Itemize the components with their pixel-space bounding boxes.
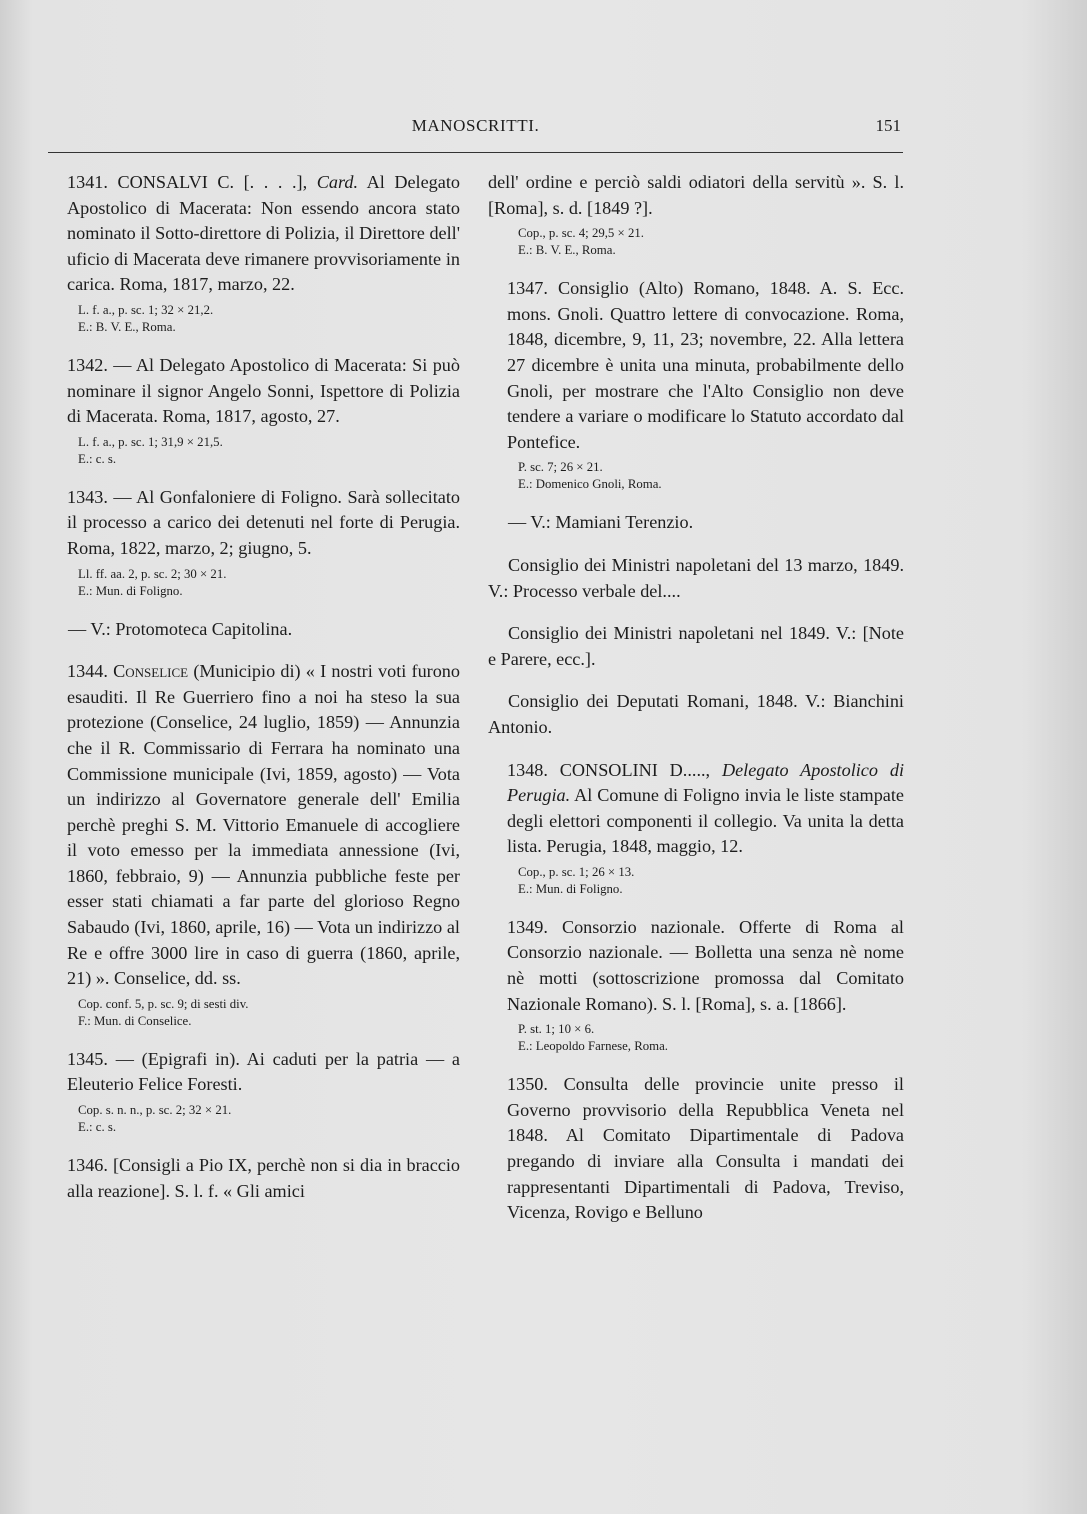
meta-owner: F.: Mun. di Conselice. [78, 1013, 192, 1028]
meta-owner: E.: Leopoldo Farnese, Roma. [518, 1039, 668, 1054]
entry-meta [48, 434, 460, 468]
entry-text: 1350. Consulta delle provincie unite presso il Governo provvisorio della Repubblica Veneta nel 1848. Al Comitato Dipartimentale di Padova pregando di inviare alla Consulta i mandati dei rappresentanti Dipartimentali di Padova, Treviso, Vicenza, Rovigo e Belluno [507, 1074, 904, 1223]
entry-1342 [48, 353, 460, 468]
entry-1348 [488, 758, 904, 898]
entry-1341 [48, 170, 460, 336]
meta-owner: E.: Mun. di Foligno. [78, 583, 183, 598]
meta-format: P. sc. 7; 26 × 21. [518, 460, 603, 475]
entry-text: 1342. — Al Delegato Apostolico di Macerata: Si può nominare il signor Angelo Sonni, Ispettore di Polizia di Macerata. Roma, 1817, agosto, 27. [67, 354, 460, 427]
entry-meta [488, 864, 904, 898]
meta-owner: E.: B. V. E., Roma. [518, 243, 616, 258]
right-column [488, 170, 904, 1243]
entry-1347 [488, 276, 904, 493]
entry-description: Al Comune di Foligno invia le liste stampate degli elettori componenti il collegio. Va unita la detta lista. Perugia, 1848, maggio, 12. [507, 785, 904, 857]
entry-number: 1344. [67, 661, 114, 682]
cross-reference-block: Consiglio dei Deputati Romani, 1848. V.: Bianchini Antonio. [488, 691, 904, 737]
entry-text: 1343. — Al Gonfaloniere di Foligno. Sarà sollecitato il processo a carico dei detenuti nel forte di Perugia. Roma, 1822, marzo, 2; giugno, 5. [67, 486, 460, 558]
meta-format: Cop. s. n. n., p. sc. 2; 32 × 21. [78, 1103, 232, 1118]
entry-author: CONSALVI C. [. . . .], [107, 172, 317, 192]
entry-text [48, 659, 460, 992]
entry-text: 1345. — (Epigrafi in). Ai caduti per la patria — a Eleuterio Felice Foresti. [67, 1048, 460, 1095]
entry-author: 1348. CONSOLINI D....., [507, 759, 722, 780]
entry-1343 [48, 485, 460, 600]
header-rule [48, 152, 903, 153]
entry-1349 [488, 915, 904, 1055]
meta-format: Cop. conf. 5, p. sc. 9; di sesti div. [78, 996, 249, 1011]
meta-owner: E.: B. V. E., Roma. [78, 319, 176, 334]
cross-reference: — V.: Protomoteca Capitolina. [68, 618, 293, 639]
entry-description: Al Delegato Apostolico di Macerata: Non essendo ancora stato nominato il Sotto-direttore di Polizia, il Direttore dell' uficio di Macerata deve rimanere provvisoriamente in carica. Roma, 1817, marzo, 22. [67, 172, 460, 295]
entry-description: (Municipio di) « I nostri voti furono esauditi. Il Re Guerriero fino a noi ha steso la sua protezione (Conselice, 24 luglio, 1859) — Annunzia che il R. Commissario di Ferrara ha nominato una Commissione municipale (Ivi, 1859, agosto) — Vota un indirizzo al Governatore generale dell' Emilia perchè preghi S. M. Vittorio Emanuele di accogliere il voto emesso per la immediata annessione (Ivi, 1860, febbraio, 9) — Annunzia pubbliche feste per esser stati chiamati a far parte del glorioso Regno Sabaudo (Ivi, 1860, aprile, 16) — Vota un indirizzo al Re e offre 3000 lire in caso di guerra (1860, aprile, 21) ». Conselice, dd. ss. [67, 661, 460, 989]
entry-1346-continued [488, 170, 904, 259]
meta-owner: E.: Mun. di Foligno. [518, 881, 623, 896]
meta-format: Cop., p. sc. 1; 26 × 13. [518, 864, 635, 879]
meta-owner: E.: Domenico Gnoli, Roma. [518, 477, 662, 492]
entry-title-italic: Delegato Apostolico di Perugia. [507, 759, 904, 806]
entry-heading-smallcaps: Conselice [113, 661, 189, 682]
entry-meta [48, 996, 460, 1030]
page-header [48, 116, 903, 144]
meta-format: L. f. a., p. sc. 1; 31,9 × 21,5. [78, 434, 223, 449]
entry-1350 [488, 1072, 904, 1226]
entry-title-italic: Card. [316, 172, 359, 192]
entry-meta [48, 302, 460, 336]
entry-text: dell' ordine e perciò saldi odiatori della servitù ». S. l. [Roma], s. d. [1849 ?]. [488, 172, 904, 218]
entry-number: 1341. [67, 172, 108, 192]
entry-meta [48, 566, 460, 600]
entry-text: 1346. [Consigli a Pio IX, perchè non si dia in braccio alla reazione]. S. l. f. « Gli amici [67, 1155, 460, 1201]
meta-format: Ll. ff. aa. 2, p. sc. 2; 30 × 21. [78, 566, 227, 581]
entry-text [48, 170, 460, 298]
entry-meta [488, 225, 904, 259]
running-title: MANOSCRITTI. [411, 116, 540, 135]
entry-1345 [48, 1047, 460, 1136]
meta-format: Cop., p. sc. 4; 29,5 × 21. [518, 226, 644, 241]
meta-format: L. f. a., p. sc. 1; 32 × 21,2. [78, 302, 214, 317]
page-number: 151 [875, 116, 901, 135]
entry-meta [488, 1021, 904, 1055]
entry-meta [488, 459, 904, 493]
entry-text: 1349. Consorzio nazionale. Offerte di Roma al Consorzio nazionale. — Bolletta una senza nè nome nè motti (sottoscrizione promossa dal Comitato Nazionale Romano). S. l. [Roma], s. a. [1866]. [507, 916, 904, 1014]
meta-owner: E.: c. s. [78, 451, 117, 466]
left-column [48, 170, 460, 1221]
meta-format: P. st. 1; 10 × 6. [518, 1022, 595, 1037]
cross-reference-block: Consiglio dei Ministri napoletani del 13 marzo, 1849. V.: Processo verbale del.... [488, 554, 904, 601]
entry-text: 1347. Consiglio (Alto) Romano, 1848. A. S. Ecc. mons. Gnoli. Quattro lettere di convocazione. Roma, 1848, dicembre, 9, 11, 23; novembre, 22. Alla lettera 27 dicembre è unita una minuta, probabilmente dello Gnoli, per mostrare che l'Alto Consiglio non deve tendere a variare o modificare lo Statuto accordato dal Pontefice. [507, 278, 904, 452]
meta-owner: E.: c. s. [78, 1120, 117, 1135]
entry-text [488, 758, 904, 860]
cross-reference-block: Consiglio dei Ministri napoletani nel 1849. V.: [Note e Parere, ecc.]. [488, 623, 904, 669]
cross-reference: — V.: Mamiani Terenzio. [508, 512, 694, 533]
entry-1346 [48, 1153, 460, 1204]
entry-meta [48, 1102, 460, 1136]
entry-1344 [48, 659, 460, 1030]
